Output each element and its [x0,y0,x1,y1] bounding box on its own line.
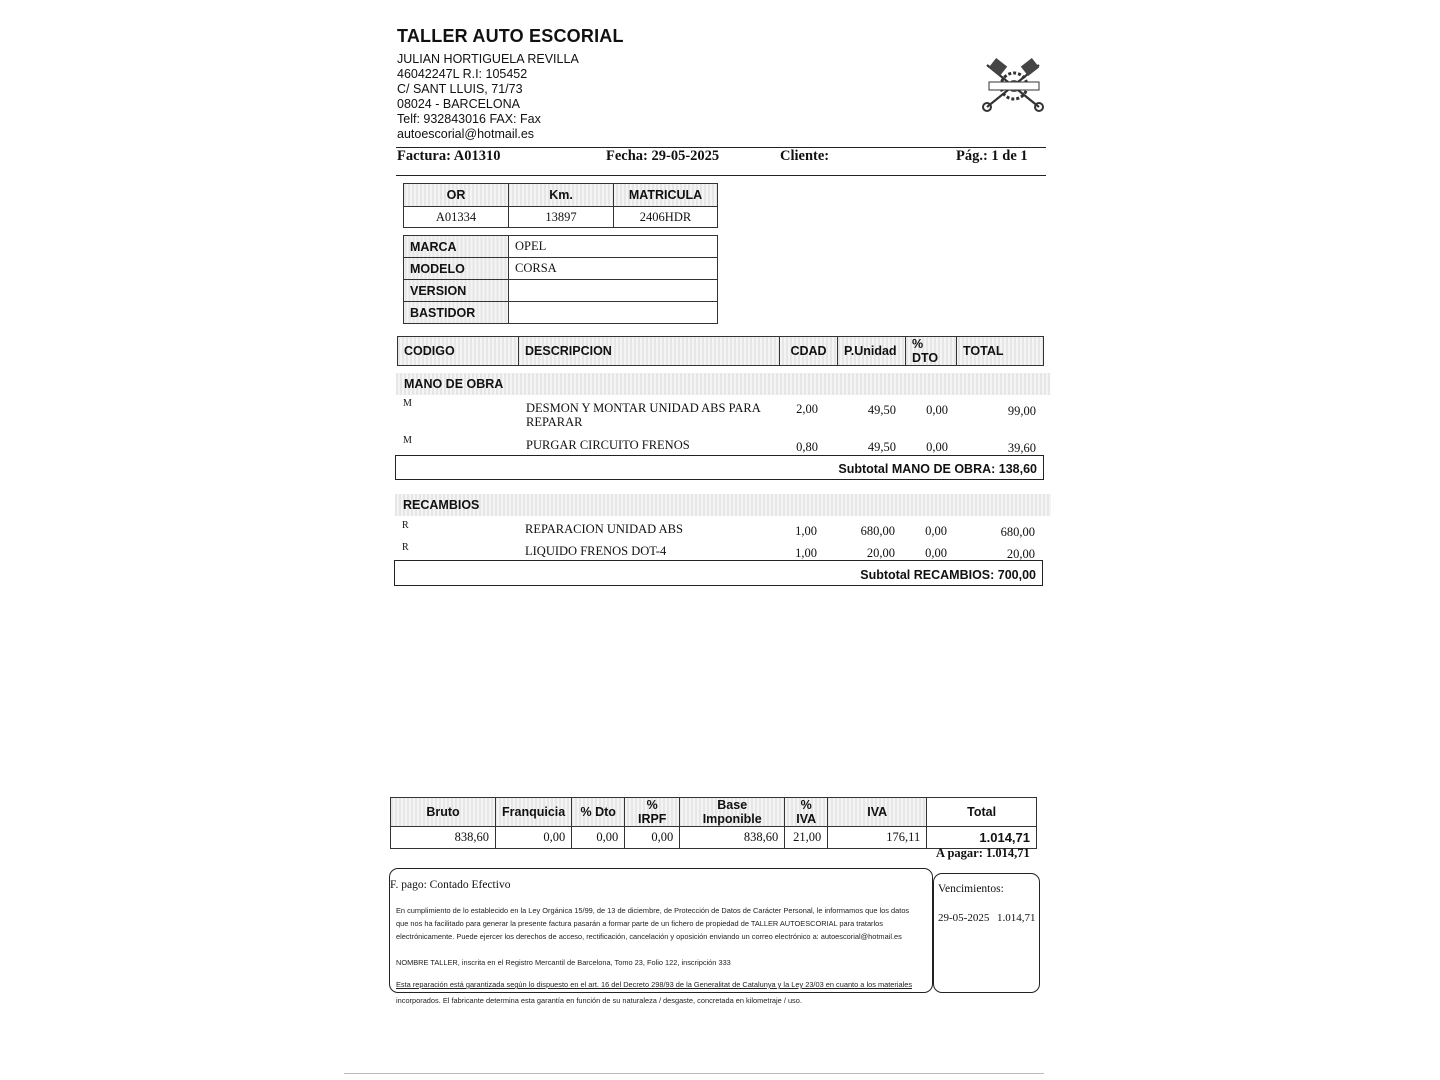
totals-value-iva-pct: 21,00 [785,827,828,849]
totals-header-bruto: Bruto [391,798,496,827]
label-marca: MARCA [404,236,509,258]
totals-header-iva-pct: % IVA [785,798,828,827]
line-price: 49,50 [867,440,896,454]
totals-value-base: 838,60 [680,827,785,849]
line-code: R [402,520,409,531]
totals-table [390,797,1037,849]
line-dto: 0,00 [926,403,948,417]
totals-header-base: Base Imponible [680,798,785,827]
line-total: 39,60 [1007,441,1036,455]
line-desc: LIQUIDO FRENOS DOT-4 [525,544,667,558]
vehicle-info-table [403,235,718,324]
company-phone: Telf: 932843016 FAX: Fax [397,112,541,126]
line-total: 20,00 [1006,547,1035,561]
subtotal-mano-obra: Subtotal MANO DE OBRA: 138,60 [395,455,1044,480]
legal-registry: NOMBRE TALLER, inscrita en el Registro Mercantil de Barcelona, Tomo 23, Folio 122, inscripción 333 [396,958,731,967]
company-email: autoescorial@hotmail.es [397,127,535,141]
totals-value-iva: 176,11 [828,827,927,849]
legal-warranty-line: Esta reparación está garantizada según lo dispuesto en el art. 16 del Decreto 298/93 de la Generalitat de Catalunya y la Ley 23/03 en cuanto a los materiales [396,980,913,989]
line-code: M [403,398,412,409]
subtotal-recambios: Subtotal RECAMBIOS: 700,00 [394,560,1043,586]
totals-value-irpf: 0,00 [625,827,680,849]
workshop-logo [975,55,1053,117]
legal-line: que nos ha facilitado para generar la presente factura pasarán a formar parte de un fichero de propiedad de TALLER AUTOESCORIAL para tratarlos [396,919,883,928]
company-city: 08024 - BARCELONA [397,97,520,111]
totals-header-iva: IVA [828,798,927,827]
invoice-date: Fecha: 29-05-2025 [606,148,720,164]
line-qty: 1,00 [795,546,817,560]
line-desc: REPARACION UNIDAD ABS [525,522,683,536]
line-price: 680,00 [860,524,895,538]
col-dto: % DTO [906,337,957,366]
invoice-number: Factura: A01310 [397,148,501,164]
totals-header-dto: % Dto [572,798,625,827]
line-total: 680,00 [1000,525,1035,539]
company-street: C/ SANT LLUIS, 71/73 [397,82,523,96]
payment-method: F. pago: Contado Efectivo [390,879,511,891]
items-header [397,336,1044,366]
label-modelo: MODELO [404,258,509,280]
line-price: 49,50 [867,403,896,417]
section-title-mano-obra: MANO DE OBRA [396,373,1050,395]
line-total: 99,00 [1007,404,1036,418]
totals-header-total: Total [927,798,1037,827]
company-tax-id: 46042247L R.I: 105452 [397,67,528,81]
line-qty: 0,80 [796,440,818,454]
col-cdad: CDAD [780,337,838,366]
col-codigo: CODIGO [398,337,519,366]
amount-to-pay: A pagar: 1.014,71 [936,846,1030,860]
vencimientos-title: Vencimientos: [938,883,1004,895]
legal-data-protection [396,904,926,943]
line-qty: 2,00 [796,402,818,416]
line-desc-cont: REPARAR [526,415,583,429]
value-matricula: 2406HDR [614,207,718,228]
header-rule-bottom [396,175,1046,176]
line-dto: 0,00 [925,546,947,560]
label-version: VERSION [404,280,509,302]
line-code: R [402,542,409,553]
value-km: 13897 [509,207,614,228]
totals-value-total: 1.014,71 [927,827,1037,849]
header-km: Km. [509,184,614,207]
company-owner: JULIAN HORTIGUELA REVILLA [397,52,579,66]
label-bastidor: BASTIDOR [404,302,509,324]
value-bastidor [509,302,718,324]
totals-header-franquicia: Franquicia [496,798,572,827]
value-or: A01334 [404,207,509,228]
vehicle-ref-table [403,183,718,228]
col-descripcion: DESCRIPCION [519,337,780,366]
invoice-page: Pág.: 1 de 1 [956,148,1028,164]
value-version [509,280,718,302]
vencimiento-amount: 1.014,71 [997,912,1036,924]
line-desc: PURGAR CIRCUITO FRENOS [526,438,690,452]
col-total: TOTAL [957,337,1044,366]
legal-line: electrónicamente. Puede ejercer los derechos de acceso, rectificación, cancelación y oposición enviando un correo electrónico a: autoescorial@hotmail.es [396,932,902,941]
totals-value-bruto: 838,60 [391,827,496,849]
line-desc: DESMON Y MONTAR UNIDAD ABS PARA [526,401,761,415]
vencimiento-date: 29-05-2025 [938,912,990,924]
header-or: OR [404,184,509,207]
value-marca: OPEL [509,236,718,258]
section-title-recambios: RECAMBIOS [395,494,1051,516]
invoice-client: Cliente: [780,148,830,164]
totals-header-irpf: % IRPF [625,798,680,827]
totals-value-dto: 0,00 [572,827,625,849]
totals-value-franquicia: 0,00 [496,827,572,849]
legal-line: En cumplimiento de lo establecido en la Ley Orgánica 15/99, de 13 de diciembre, de Protección de Datos de Carácter Personal, le informamos que los datos [396,906,910,915]
line-dto: 0,00 [926,440,948,454]
legal-warranty-line: incorporados. El fabricante determina esta garantía en función de su naturaleza / desgaste, concretada en kilometraje / uso. [396,996,802,1005]
header-matricula: MATRICULA [614,184,718,207]
line-price: 20,00 [866,546,895,560]
line-qty: 1,00 [795,524,817,538]
value-modelo: CORSA [509,258,718,280]
col-punidad: P.Unidad [838,337,906,366]
scan-edge [344,1073,1044,1074]
company-name: TALLER AUTO ESCORIAL [397,26,624,46]
line-dto: 0,00 [925,524,947,538]
line-code: M [403,435,412,446]
